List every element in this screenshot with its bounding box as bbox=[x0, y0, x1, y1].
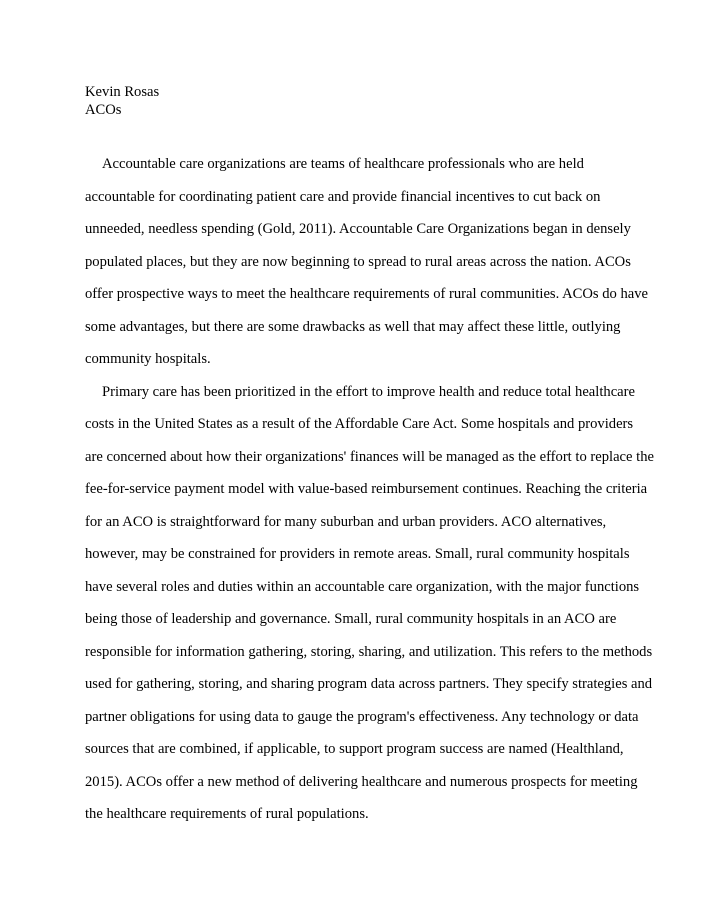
paragraph-line: are concerned about how their organizations' finances will be managed as the effort to replace the bbox=[85, 448, 654, 465]
paragraph-line: have several roles and duties within an accountable care organization, with the major functions bbox=[85, 578, 640, 595]
document-title: ACOs bbox=[85, 102, 122, 118]
paragraph-line: for an ACO is straightforward for many suburban and urban providers. ACO alternatives, bbox=[85, 513, 607, 530]
paragraph-line: some advantages, but there are some drawbacks as well that may affect these little, outlying bbox=[85, 318, 621, 335]
paragraph-line: the healthcare requirements of rural populations. bbox=[85, 806, 369, 822]
paragraph-2 bbox=[85, 376, 654, 831]
document-body bbox=[85, 148, 654, 831]
paragraph-line: partner obligations for using data to gauge the program's effectiveness. Any technology or data bbox=[85, 708, 639, 725]
paragraph-line: costs in the United States as a result of the Affordable Care Act. Some hospitals and providers bbox=[85, 416, 634, 432]
paragraph-line: Primary care has been prioritized in the effort to improve health and reduce total healthcare bbox=[102, 383, 635, 400]
paragraph-line: community hospitals. bbox=[85, 351, 211, 367]
paragraph-line: populated places, but they are now beginning to spread to rural areas across the nation. ACOs bbox=[85, 253, 631, 270]
paragraph-line: being those of leadership and governance. Small, rural community hospitals in an ACO are bbox=[85, 611, 617, 627]
paragraph-line: fee-for-service payment model with value-based reimbursement continues. Reaching the criteria bbox=[85, 481, 648, 497]
paragraph-line: sources that are combined, if applicable, to support program success are named (Healthland, bbox=[85, 741, 624, 757]
document-header bbox=[85, 83, 159, 119]
paragraph-line: accountable for coordinating patient care and provide financial incentives to cut back on bbox=[85, 188, 601, 205]
paragraph-line: responsible for information gathering, storing, sharing, and utilization. This refers to the methods bbox=[85, 643, 653, 660]
paragraph-line: unneeded, needless spending (Gold, 2011). Accountable Care Organizations began in densely bbox=[85, 221, 631, 237]
author-name: Kevin Rosas bbox=[85, 84, 160, 100]
paragraph-line: however, may be constrained for providers in remote areas. Small, rural community hospitals bbox=[85, 546, 630, 562]
paragraph-line: used for gathering, storing, and sharing program data across partners. They specify strategies and bbox=[85, 676, 653, 692]
paragraph-1 bbox=[85, 148, 649, 376]
paragraph-line: Accountable care organizations are teams of healthcare professionals who are held bbox=[102, 156, 584, 172]
paragraph-line: offer prospective ways to meet the healthcare requirements of rural communities. ACOs do have bbox=[85, 286, 649, 302]
paragraph-line: 2015). ACOs offer a new method of delivering healthcare and numerous prospects for meeting bbox=[85, 773, 638, 790]
